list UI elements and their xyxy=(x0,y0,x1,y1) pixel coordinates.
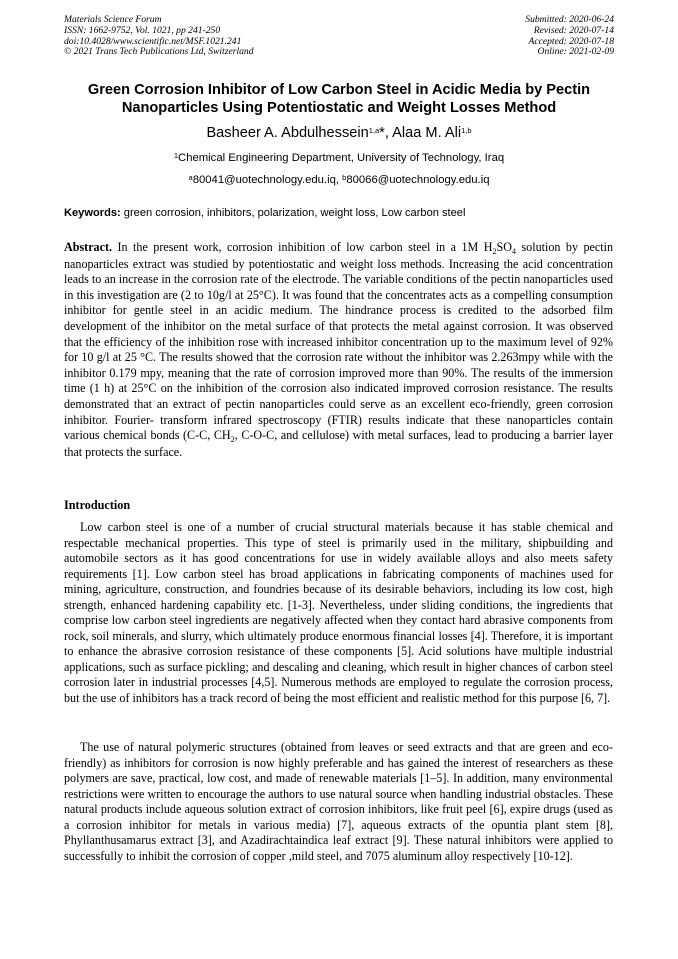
keywords xyxy=(64,206,624,220)
subscript: 2 xyxy=(492,247,497,256)
publication-dates xyxy=(525,15,614,58)
abstract xyxy=(64,240,613,460)
keywords-text: green corrosion, inhibitors, polarization, weight loss, Low carbon steel xyxy=(120,207,466,219)
body-paragraph: The use of natural polymeric structures (obtained from leaves or seed extracts and that are green and eco-friendly) as inhibitors for corrosion is now highly preferable and has gained the interest of researchers as these polymers are save, practical, low cost, and made of renewable materials [1–5]. In addition, many environmental restrictions were written to encourage the authors to use natural source when handling industrial obstacles. These natural products include aqueous solution extract of corrosion inhibitors, like fruit peel [6], expire drugs (used as a corrosion inhibitor for metals in various media) [7], aqueous extracts of the opuntia plant stem [8], Phyllanthusamarus extract [3], and Azadirachtaindica leaf extract [9]. These natural inhibitors were applied to successfully to inhibit the corrosion of copper ,mild steel, and 7075 aluminum alloy respectively [10-12]. xyxy=(64,740,613,863)
author-affiliation-mark: 1,b xyxy=(461,126,472,135)
author-list xyxy=(40,124,638,142)
author-affiliation-mark: 1,a xyxy=(368,126,380,135)
paper-title: Green Corrosion Inhibitor of Low Carbon Steel in Acidic Media by Pectin Nanoparticles Using Potentiostatic and Weight Losses Method xyxy=(87,82,591,116)
revised-date: Revised: 2020-07-14 xyxy=(533,24,614,36)
section-heading: Introduction xyxy=(64,498,131,512)
abstract-text: , C-O-C, and cellulose) with metal surfaces, lead to producing a barrier layer that protects the surface. xyxy=(64,428,613,459)
author-name: Basheer A. Abdulhessein xyxy=(206,125,369,141)
subscript: 2 xyxy=(230,435,235,445)
author-emails xyxy=(40,173,638,187)
abstract-text: In the present work, corrosion inhibition of low carbon steel in a 1M H xyxy=(112,240,493,254)
issn-line: ISSN: 1662-9752, Vol. 1021, pp 241-250 xyxy=(64,24,221,36)
affiliation-mark: 1 xyxy=(173,151,179,160)
corresponding-mark: *, xyxy=(379,125,393,141)
email-link[interactable]: 80066@uotechnology.edu.iq xyxy=(346,174,490,186)
online-date: Online: 2021-02-09 xyxy=(537,46,614,58)
subscript: 4 xyxy=(511,247,516,256)
submitted-date: Submitted: 2020-06-24 xyxy=(525,14,614,25)
journal-info xyxy=(64,15,254,58)
affiliation xyxy=(40,151,638,165)
accepted-date: Accepted: 2020-07-18 xyxy=(528,35,614,47)
author-name: Alaa M. Ali xyxy=(392,125,462,141)
doi-line: doi:10.4028/www.scientific.net/MSF.1021.241 xyxy=(64,35,242,47)
journal-name: Materials Science Forum xyxy=(64,14,162,25)
email-mark: a xyxy=(188,173,193,182)
affiliation-text: Chemical Engineering Department, University of Technology, Iraq xyxy=(178,152,505,164)
copyright-line: © 2021 Trans Tech Publications Ltd, Switzerland xyxy=(64,46,254,58)
body-paragraph: Low carbon steel is one of a number of crucial structural materials because it has stable chemical and respectable mechanical properties. This type of steel is primarily used in the military, shipbuilding and automobile sectors as it has good concentrations for use in widely available alloys and also meets safety requirements [1]. Low carbon steel has broad applications in fabricating components of machines used for mining, agriculture, construction, and foundries because of its desirable behaviors, including its low cost, high strength, enhanced hardening capability etc. [1-3]. Nevertheless, under sliding conditions, the ingredients that comprise low carbon steel ingredients are negatively affected when they contact hard abrasive components from rock, soil minerals, and slurry, which ultimately produce enormous financial losses [4]. Therefore, it is important to enhance the abrasive corrosion resistance of these components [5]. Acid solutions have multiple industrial applications, such as surface pickling; and descaling and cleaning, which result in higher chances of carbon steel corrosion later in industrial processes [4,5]. Numerous methods are employed to regulate the corrosion process, but the use of inhibitors has a track record of being the most efficient and realistic method for this purpose [6, 7]. xyxy=(64,520,613,706)
abstract-text: SO xyxy=(496,240,512,254)
email-mark: b xyxy=(342,173,347,182)
keywords-label: Keywords: xyxy=(64,207,121,219)
abstract-text: solution by pectin nanoparticles extract was studied by potentiostatic and weight loss methods. Increasing the acid concentration leads to an increase in the corrosion rate of the electrode. The variable conditions of the pectin nanoparticles used in this investigation are (2 to 10g/l at 25°C). It was found that the concentrates acts as a compelling consumption inhibitor for gentle steel in an acidic medium. The hindrance process is credited to the adsorbed film development of the inhibitor on the metal surface of that protects the metal against corrosion. It was observed that the efficiency of the inhibition rose with increased inhibitor concentration up to the maximum level of 92% for 10 g/l at 25 °C. The results showed that the corrosion rate without the inhibitor was 2.263mpy while with the inhibitor 0.179 mpy, meaning that the rate of corrosion improved more than 90%. The results of the immersion time (1 h) at 25°C on the inhibition of the corrosion also indicated improved corrosion resistance. The results demonstrated that an extract of pectin nanoparticles could serve as an excellent eco-friendly, green corrosion inhibitor. Fourier- transform infrared spectroscopy (FTIR) results indicate that these nanoparticles contain various chemical bonds (C-C, CH xyxy=(64,240,614,443)
abstract-label: Abstract. xyxy=(64,240,113,254)
email-link[interactable]: 80041@uotechnology.edu.iq, xyxy=(192,174,343,186)
